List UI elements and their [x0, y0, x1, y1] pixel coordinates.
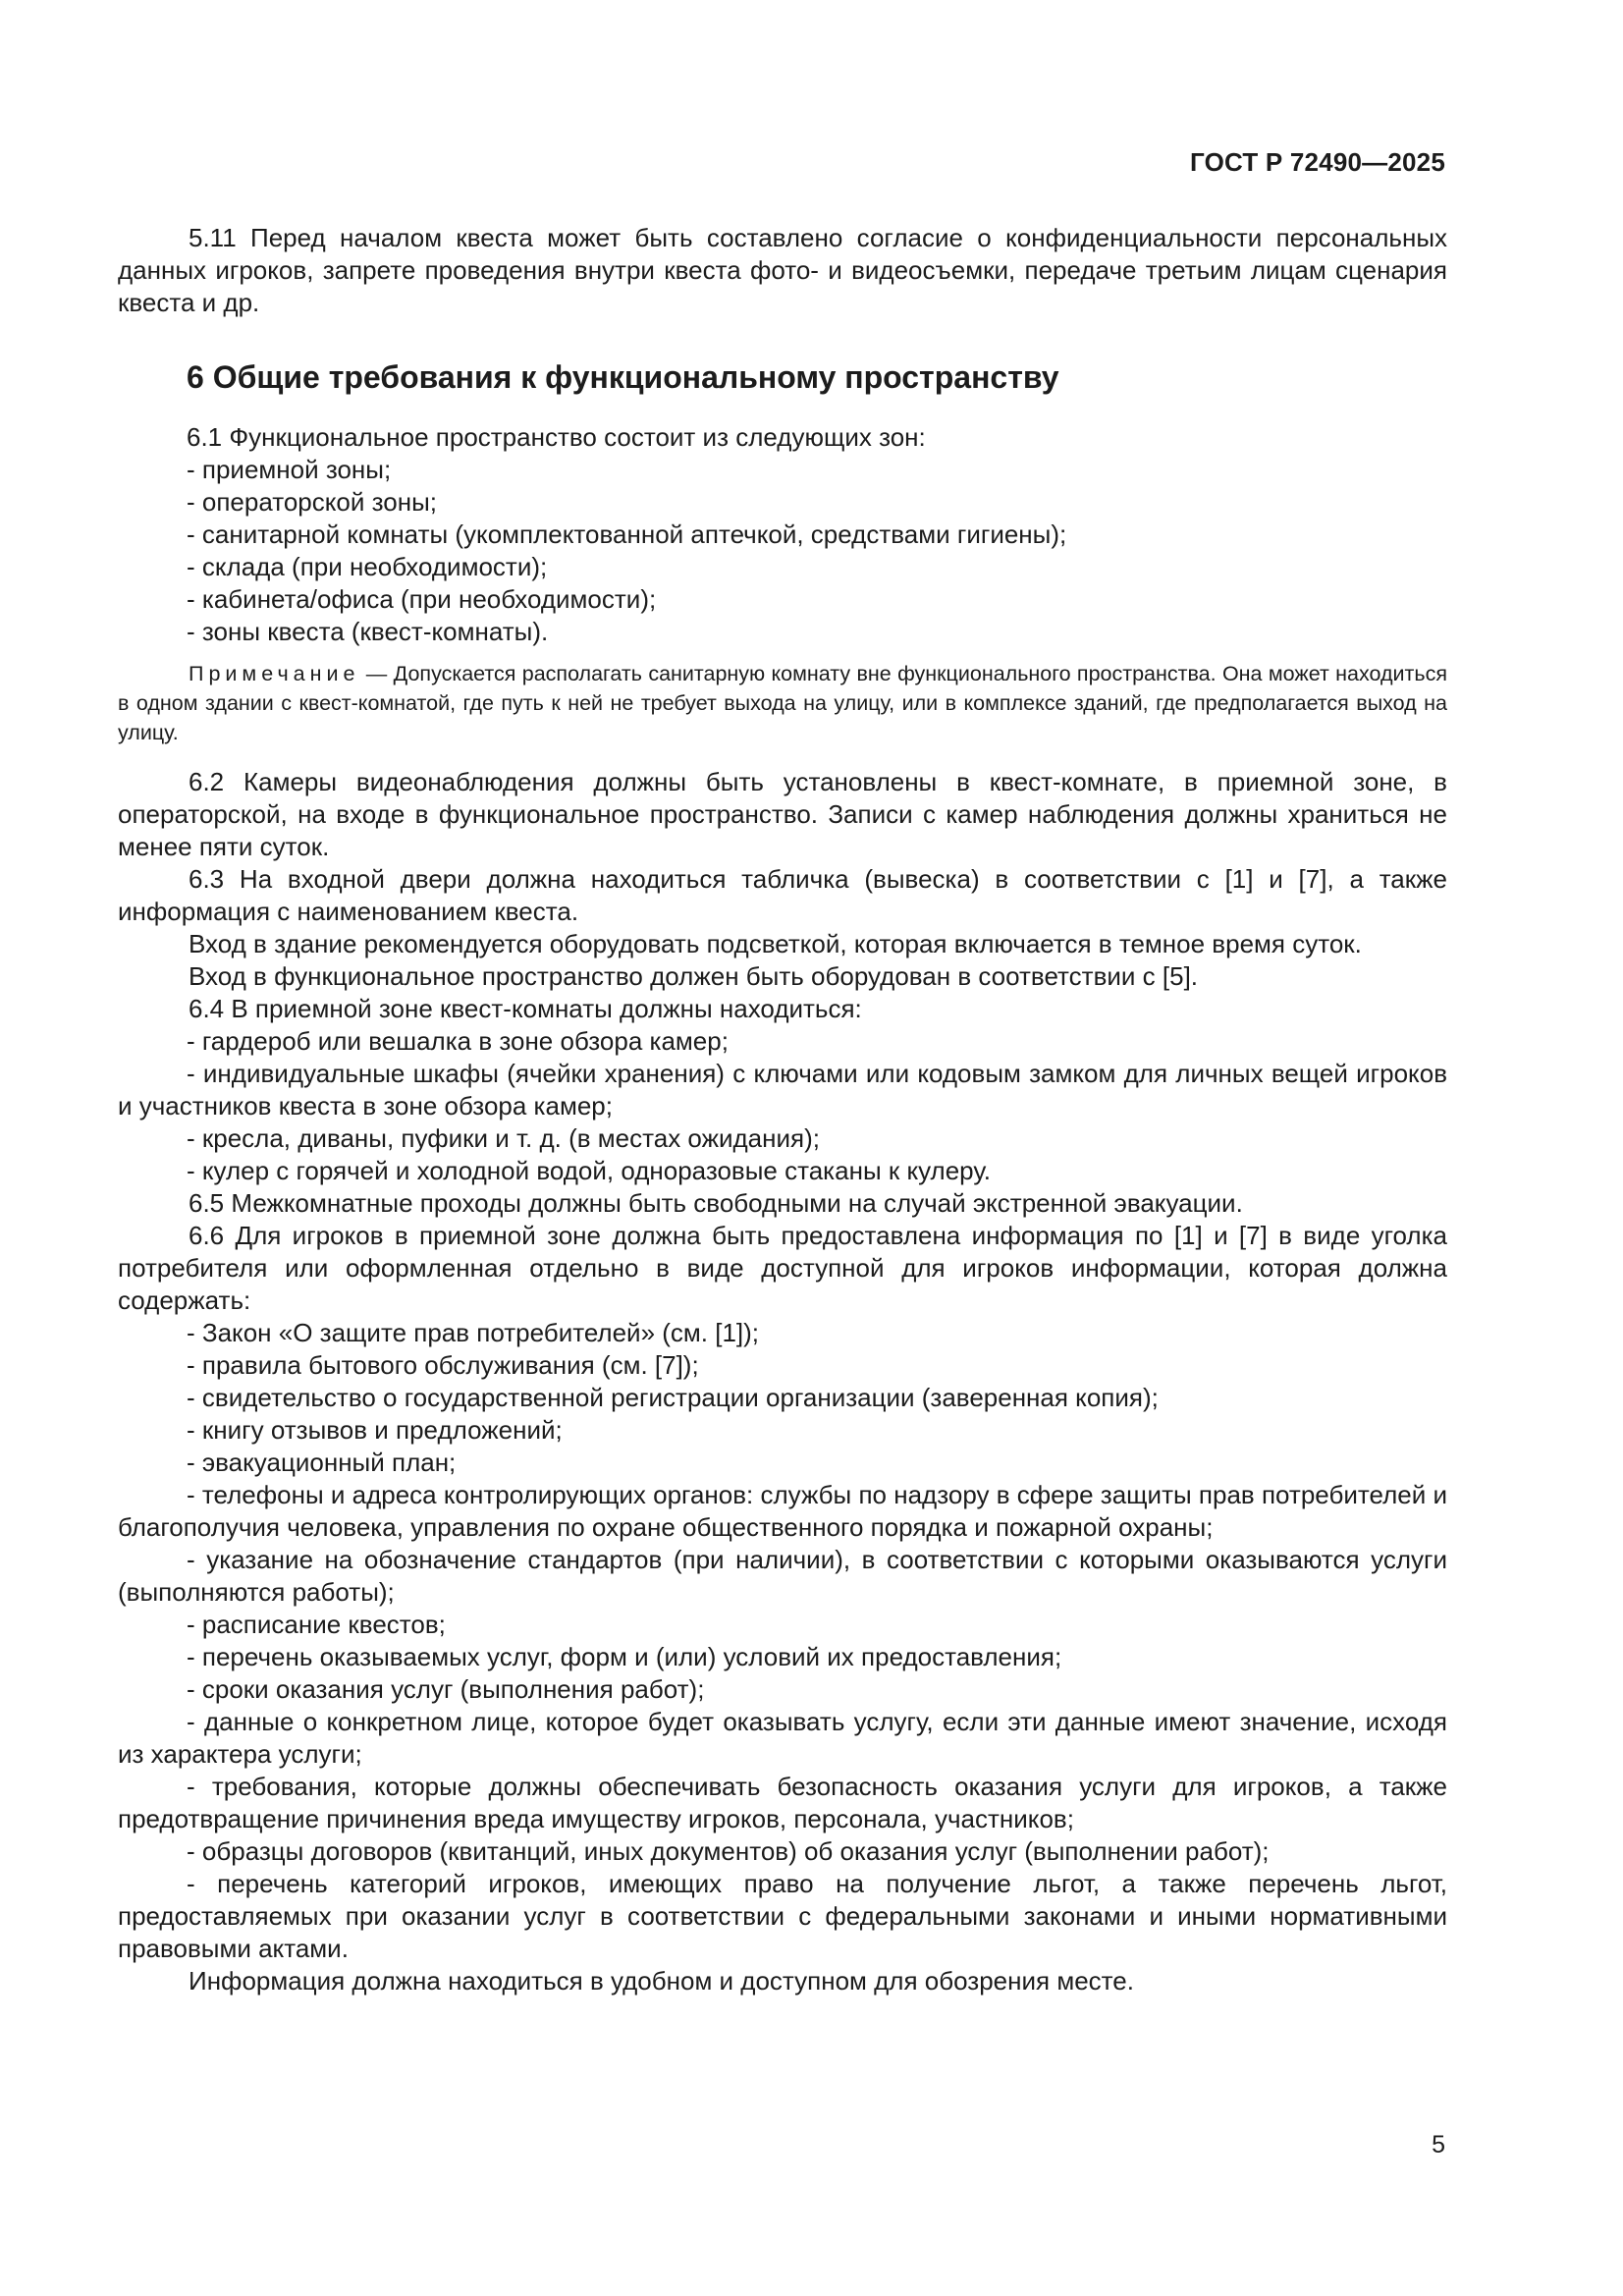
list-item: - данные о конкретном лице, которое будет оказывать услугу, если эти данные имеют значение, исходя из характера услуги; [118, 1707, 1447, 1769]
list-item: - Закон «О защите прав потребителей» (см. [1]); [187, 1318, 760, 1347]
list-item: - операторской зоны; [187, 487, 437, 517]
list-item: - кабинета/офиса (при необходимости); [187, 584, 657, 614]
list-item: - книгу отзывов и предложений; [187, 1415, 563, 1445]
reception-list [118, 1025, 1447, 1187]
list-item: - расписание квестов; [187, 1610, 446, 1639]
page-number: 5 [1432, 2131, 1445, 2159]
list-item: - кулер с горячей и холодной водой, одноразовые стаканы к кулеру. [187, 1156, 991, 1185]
list-item: - требования, которые должны обеспечивать безопасность оказания услуги для игроков, а также предотвращение причинения вреда имуществу игроков, персонала, участников; [118, 1772, 1447, 1833]
paragraph-6-2: 6.2 Камеры видеонаблюдения должны быть установлены в квест-комнате, в приемной зоне, в операторской, на входе в функциональное пространство. Записи с камер наблюдения должны храниться не менее пяти суток. [118, 767, 1447, 861]
paragraph-6-4: 6.4 В приемной зоне квест-комнаты должны находиться: [189, 994, 862, 1023]
consumer-info-list [118, 1317, 1447, 1965]
list-item: - образцы договоров (квитанций, иных документов) об оказания услуг (выполнении работ); [187, 1836, 1270, 1866]
paragraph-6-3-functional: Вход в функциональное пространство должен быть оборудован в соответствии с [5]. [189, 961, 1199, 991]
paragraph-6-1: 6.1 Функциональное пространство состоит из следующих зон: [187, 422, 926, 452]
note-text: — Допускается располагать санитарную комнату вне функционального пространства. Она может находиться в одном здании с квест-комнатой, где путь к ней не требует выхода на улицу, или в комплексе зданий, где предполагается выход на улицу. [118, 662, 1447, 744]
page-content [118, 222, 1447, 1997]
note-label: Примечание [189, 662, 360, 685]
list-item: - правила бытового обслуживания (см. [7]); [187, 1350, 699, 1380]
list-item: - приемной зоны; [187, 455, 392, 484]
list-item: - указание на обозначение стандартов (при наличии), в соответствии с которыми оказываются услуги (выполняются работы); [118, 1545, 1447, 1607]
list-item: - зоны квеста (квест-комнаты). [187, 617, 549, 646]
list-item: - телефоны и адреса контролирующих органов: службы по надзору в сфере защиты прав потребителей и благополучия человека, управления по охране общественного порядка и пожарной охраны; [118, 1480, 1447, 1542]
paragraph-5-11: 5.11 Перед началом квеста может быть составлено согласие о конфиденциальности персональных данных игроков, запрете проведения внутри квеста фото- и видеосъемки, передаче третьим лицам сценария квеста и др. [118, 223, 1447, 317]
paragraph-6-3-entry: Вход в здание рекомендуется оборудовать подсветкой, которая включается в темное время суток. [189, 929, 1362, 958]
zones-list [118, 454, 1447, 648]
list-item: - перечень категорий игроков, имеющих право на получение льгот, а также перечень льгот, предоставляемых при оказании услуг в соответствии с федеральными законами и иными нормативными правовыми актами. [118, 1869, 1447, 1963]
list-item: - кресла, диваны, пуфики и т. д. (в местах ожидания); [187, 1123, 820, 1153]
note [118, 659, 1447, 747]
list-item: - перечень оказываемых услуг, форм и (или) условий их предоставления; [187, 1642, 1062, 1671]
list-item: - санитарной комнаты (укомплектованной аптечкой, средствами гигиены); [187, 519, 1067, 549]
section-6-heading: 6 Общие требования к функциональному пространству [187, 359, 1059, 395]
list-item: - индивидуальные шкафы (ячейки хранения) с ключами или кодовым замком для личных вещей игроков и участников квеста в зоне обзора камер; [118, 1059, 1447, 1121]
list-item: - сроки оказания услуг (выполнения работ); [187, 1674, 705, 1704]
list-item: - эвакуационный план; [187, 1448, 457, 1477]
list-item: - свидетельство о государственной регистрации организации (заверенная копия); [187, 1383, 1159, 1412]
list-item: - склада (при необходимости); [187, 552, 548, 581]
paragraph-6-5: 6.5 Межкомнатные проходы должны быть свободными на случай экстренной эвакуации. [189, 1188, 1243, 1218]
paragraph-6-6-final: Информация должна находиться в удобном и доступном для обозрения месте. [189, 1966, 1134, 1995]
paragraph-6-3: 6.3 На входной двери должна находиться табличка (вывеска) в соответствии с [1] и [7], а также информация с наименованием квеста. [118, 864, 1447, 926]
list-item: - гардероб или вешалка в зоне обзора камер; [187, 1026, 729, 1056]
paragraph-6-6: 6.6 Для игроков в приемной зоне должна быть предоставлена информация по [1] и [7] в виде уголка потребителя или оформленная отдельно в виде доступной для игроков информации, которая должна содержать: [118, 1221, 1447, 1315]
document-code: ГОСТ Р 72490—2025 [1190, 147, 1445, 177]
